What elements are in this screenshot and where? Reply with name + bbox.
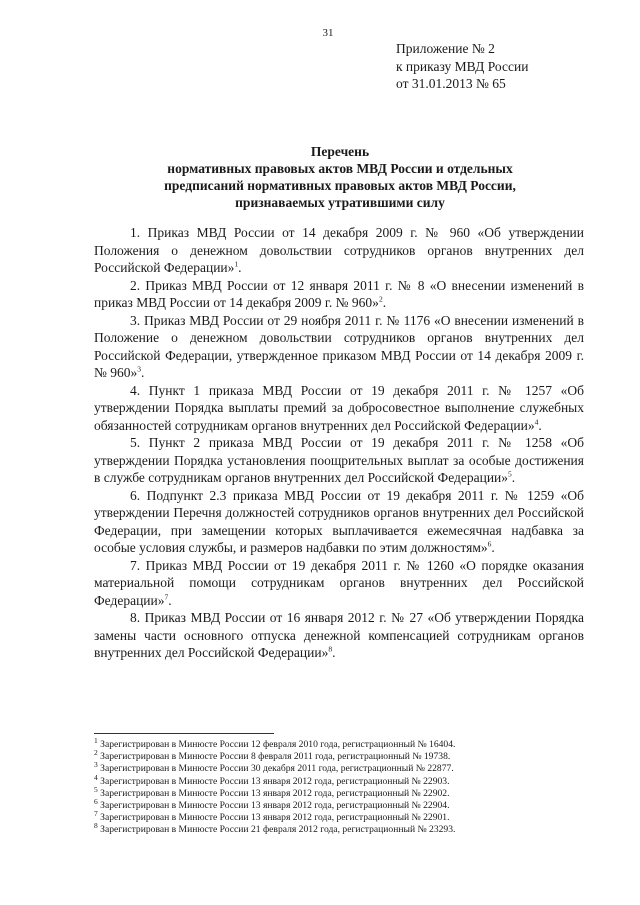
item-text: 3. Приказ МВД России от 29 ноября 2011 г. № 1176 «О внесении изменений в Положение о денежном довольствии сотрудников органов внутренних дел Российской Федерации, утвержденное приказом МВД России от 14 декабря 2009 г. № 960» [94,312,584,380]
heading-line-3: предписаний нормативных правовых актов МВД России, [164,178,516,193]
footnote [94,748,574,763]
item-end: . [238,260,242,275]
footnote [94,784,574,800]
footnote-ref: 7 [164,592,169,601]
footnote-number: 8 [94,821,98,831]
footnote [94,760,574,775]
list-item [94,277,584,312]
appendix-order-ref: к приказу МВД России [396,58,529,74]
list-item [94,487,584,557]
footnote-text: Зарегистрирован в Минюсте России 13 января 2012 года, регистрационный № 22904. [100,800,450,812]
footnote-ref: 4 [534,417,539,426]
footnotes-block [94,735,574,837]
heading-line-4: признаваемых утратившими силу [235,195,445,210]
footnote-number: 7 [94,809,98,819]
item-end: . [141,365,145,380]
list-item [94,609,584,662]
item-text: 2. Приказ МВД России от 12 января 2011 г. № 8 «О внесении изменений в приказ МВД России от 14 декабря 2009 г. № 960» [94,277,584,310]
footnote-text: Зарегистрирован в Минюсте России 8 февраля 2011 года, регистрационный № 19738. [100,751,451,763]
footnote-ref: 1 [234,259,239,269]
list-item [94,557,584,610]
item-end: . [538,417,542,433]
footnote-number: 6 [94,796,98,806]
item-end: . [332,645,336,660]
footnote [94,821,574,836]
footnote [94,772,574,788]
footnote [94,735,574,751]
footnote-text: Зарегистрирован в Минюсте России 12 февраля 2010 года, регистрационный № 16404. [100,739,456,750]
item-text: 8. Приказ МВД России от 16 января 2012 г. № 27 «Об утверждении Порядка замены части основного отпуска денежной компенсацией сотрудникам органов внутренних дел Российской Федерации» [94,610,584,660]
footnote-ref: 3 [137,364,142,374]
list-item [94,434,584,487]
footnote-text: Зарегистрирован в Минюсте России 13 января 2012 года, регистрационный № 22903. [100,775,450,787]
heading-line-1: Перечень [310,144,370,159]
footnote [94,809,574,824]
footnote [94,796,574,812]
item-text: 1. Приказ МВД России от 14 декабря 2009 г. № 960 «Об утверждении Положения о денежном довольствии сотрудников органов внутренних дел Российской Федерации» [94,225,584,275]
footnote-number: 4 [94,772,98,782]
footnote-ref: 2 [378,294,383,304]
list-item [94,382,584,435]
appendix-title: Приложение № 2 [396,41,495,56]
item-text: 6. Подпункт 2.3 приказа МВД России от 19 декабря 2011 г. № 1259 «Об утверждении Перечня должностей сотрудников органов внутренних дел Российской Федерации, при замещении которых выплачивается ежемесячная надбавка за особые условия службы, и размеров надбавки по этим должностям» [94,487,584,555]
footnote-text: Зарегистрирован в Минюсте России 21 февраля 2012 года, регистрационный № 23293. [100,824,456,836]
footnote-ref: 6 [487,539,492,549]
footnote-divider [94,733,274,734]
item-end: . [491,540,495,555]
item-end: . [168,592,172,608]
list-item [94,224,584,277]
heading-line-2: нормативных правовых актов МВД России и отдельных [167,161,513,176]
footnote-ref: 8 [328,644,333,654]
document-heading [130,143,550,211]
item-text: 5. Пункт 2 приказа МВД России от 19 декабря 2011 г. № 1258 «Об утверждении Порядка установления поощрительных выплат за особые достижения в службе сотрудникам органов внутренних дел Российской Федерации» [94,435,584,485]
footnote-ref: 5 [508,469,512,479]
footnote-text: Зарегистрирован в Минюсте России 30 декабря 2011 года, регистрационный № 22877. [100,763,454,775]
appendix-order-date: от 31.01.2013 № 65 [396,76,506,91]
footnote-number: 2 [94,748,98,758]
footnote-text: Зарегистрирован в Минюсте России 13 января 2012 года, регистрационный № 22901. [100,812,450,824]
item-end: . [511,470,516,485]
item-text: 4. Пункт 1 приказа МВД России от 19 декабря 2011 г. № 1257 «Об утверждении Порядка выплаты премий за добросовестное выполнение служебных обязанностей сотрудникам органов внутренних дел Российской Федерации» [94,382,584,433]
item-text: 7. Приказ МВД России от 19 декабря 2011 г. № 1260 «О порядке оказания материальной помощи сотрудникам органов внутренних дел Российской Федерации» [94,557,584,608]
footnote-number: 3 [94,760,98,770]
items-list [94,224,584,662]
page-number: 31 [322,27,334,39]
footnote-number: 1 [94,735,98,745]
appendix-block [396,40,528,93]
item-end: . [382,295,387,310]
footnote-text: Зарегистрирован в Минюсте России 13 января 2012 года, регистрационный № 22902. [100,787,450,799]
list-item [94,312,584,382]
footnote-number: 5 [94,784,98,794]
